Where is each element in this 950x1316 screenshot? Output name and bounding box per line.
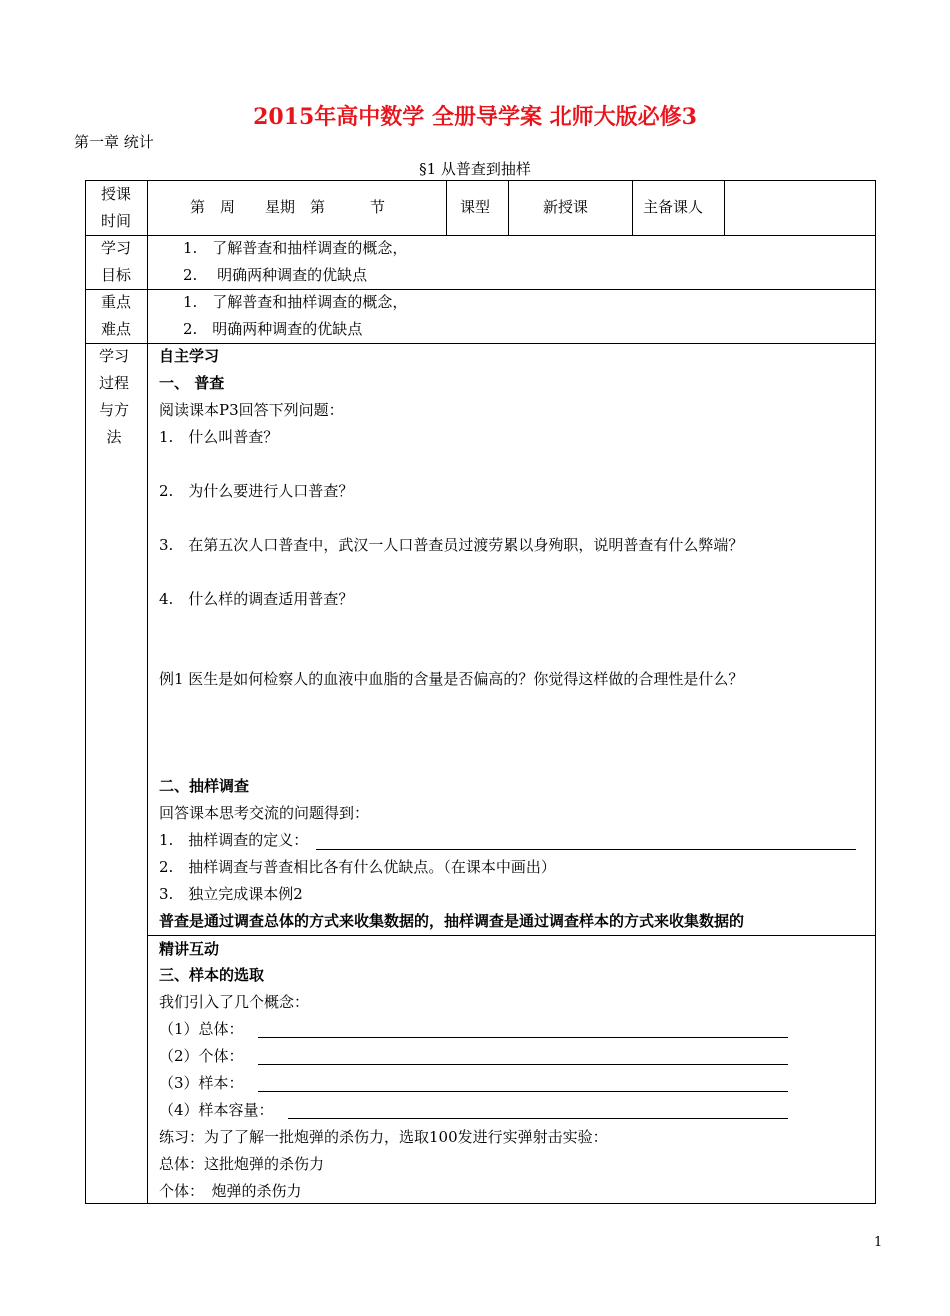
key-point-item: 2. 明确两种调查的优缺点 [183, 320, 363, 338]
part2-item: 2. 抽样调查与普查相比各有什么优缺点。（在课本中画出） [159, 858, 556, 876]
preparer-label: 主备课人 [643, 198, 704, 216]
part1-heading: 一、 普查 [159, 374, 225, 392]
key-point-item: 1. 了解普查和抽样调查的概念， [183, 293, 408, 311]
lesson-type-value: 新授课 [543, 198, 589, 216]
question-item: 2. 为什么要进行人口普查？ [159, 482, 354, 500]
concept-item: （2）个体： [159, 1047, 244, 1065]
part3-intro: 我们引入了几个概念： [159, 993, 310, 1011]
info-row-divider [446, 180, 447, 235]
key-points-label: 重点 难点 [100, 293, 131, 338]
concept-item: （3）样本： [159, 1074, 244, 1092]
part2-item: 3. 独立完成课本例2 [159, 885, 303, 903]
question-item: 3. 在第五次人口普查中，武汉一人口普查员过渡劳累以身殉职，说明普查有什么弊端？ [159, 536, 744, 554]
table-row-divider [147, 935, 876, 936]
part2-item: 1. 抽样调查的定义： [159, 831, 309, 849]
week-schedule-text: 第 周 星期 第 节 [190, 198, 386, 216]
question-item: 4. 什么样的调查适用普查？ [159, 590, 354, 608]
population-answer: 总体：这批炮弹的杀伤力 [159, 1155, 325, 1173]
answer-blank-line [258, 1037, 788, 1038]
section-heading: §1 从普查到抽样 [419, 160, 531, 178]
process-label: 学习 过程 与方 法 [98, 347, 129, 446]
answer-blank-line [258, 1064, 788, 1065]
info-row-divider [508, 180, 509, 235]
objective-item: 1. 了解普查和抽样调查的概念， [183, 239, 408, 257]
concept-item: （1）总体： [159, 1020, 244, 1038]
answer-blank-line [258, 1091, 788, 1092]
part2-intro: 回答课本思考交流的问题得到： [159, 804, 370, 822]
class-time-label: 授课 时间 [100, 185, 131, 230]
info-row-divider [632, 180, 633, 235]
document-title: 2015年高中数学 全册导学案 北师大版必修3 [253, 104, 697, 130]
table-column-divider [147, 180, 148, 1204]
lesson-type-label: 课型 [460, 198, 491, 216]
interaction-heading: 精讲互动 [159, 940, 220, 958]
part2-heading: 二、抽样调查 [159, 777, 250, 795]
self-study-heading: 自主学习 [159, 347, 220, 365]
objectives-label: 学习 目标 [100, 239, 131, 284]
individual-answer: 个体： 炮弹的杀伤力 [159, 1182, 302, 1200]
answer-blank-line [288, 1118, 788, 1119]
part2-summary: 普查是通过调查总体的方式来收集数据的，抽样调查是通过调查样本的方式来收集数据的 [159, 912, 745, 930]
exercise-text: 练习：为了了解一批炮弹的杀伤力，选取100发进行实弹射击实验： [159, 1128, 608, 1146]
question-item: 1. 什么叫普查？ [159, 428, 279, 446]
chapter-heading: 第一章 统计 [74, 133, 154, 151]
page-number: 1 [874, 1235, 883, 1250]
answer-blank-line [316, 849, 856, 850]
example-1: 例1 医生是如何检察人的血液中血脂的含量是否偏高的？你觉得这样做的合理性是什么？ [159, 670, 744, 688]
concept-item: （4）样本容量： [159, 1101, 274, 1119]
info-row-divider [724, 180, 725, 235]
part3-heading: 三、样本的选取 [159, 966, 265, 984]
part1-intro: 阅读课本P3回答下列问题： [159, 401, 344, 419]
objective-item: 2. 明确两种调查的优缺点 [183, 266, 368, 284]
